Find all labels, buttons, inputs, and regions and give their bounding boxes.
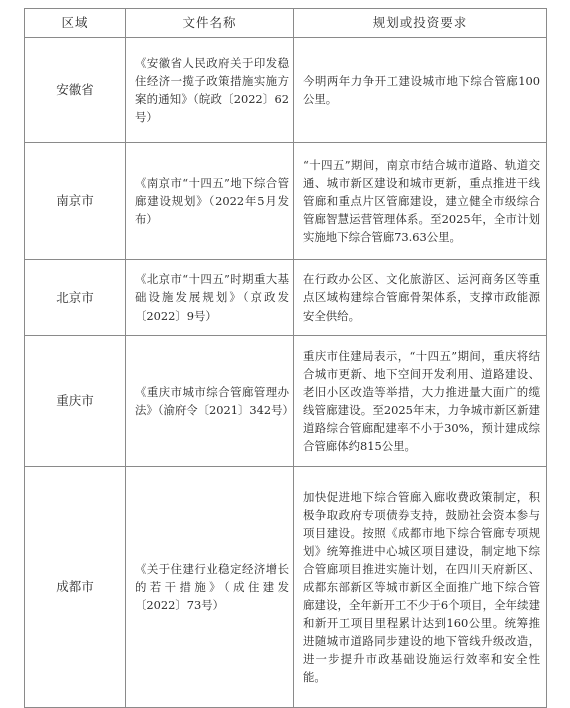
- file-cell: [126, 143, 294, 260]
- table-body: [25, 38, 547, 708]
- requirement-text: 重庆市住建局表示，“十四五”期间，重庆将结合城市更新、地下空间开发利用、道路建设、老旧小区改造等举措，大力推进量大面广的缆线管廊建设。至2025年末，力争城市新区新建道路综合管廊配建率不小于30%，预计建成综合管廊体约815公里。: [303, 348, 540, 454]
- file-text: 《重庆市城市综合管廊管理办法》（渝府令〔2021〕342号）: [135, 384, 294, 417]
- table-row: [25, 38, 547, 143]
- requirement-cell: [294, 336, 547, 467]
- requirement-cell: [294, 467, 547, 708]
- table-row: [25, 260, 547, 336]
- file-cell: [126, 467, 294, 708]
- file-text: 《关于住建行业稳定经济增长的若干措施》（成住建发〔2022〕73号）: [135, 561, 289, 612]
- requirement-text: 在行政办公区、文化旅游区、运河商务区等重点区域构建综合管廊骨架体系，支撑市政能源安全供给。: [303, 272, 540, 323]
- region-cell: 南京市: [25, 143, 126, 260]
- region-cell: 成都市: [25, 467, 126, 708]
- policy-table: [24, 8, 547, 708]
- region-cell: 安徽省: [25, 38, 126, 143]
- region-cell: 重庆市: [25, 336, 126, 467]
- table-header: [25, 9, 547, 38]
- header-region: 区域: [25, 9, 126, 38]
- requirement-text: “十四五”期间，南京市结合城市道路、轨道交通、城市新区建设和城市更新，重点推进干线管廊和重点片区管廊建设，建立健全市级综合管廊智慧运营管理体系。至2025年，全市计划实施地下综合管廊73.63公里。: [303, 157, 540, 245]
- file-cell: [126, 336, 294, 467]
- requirement-cell: [294, 38, 547, 143]
- requirement-text: 今明两年力争开工建设城市地下综合管廊100公里。: [303, 73, 540, 106]
- file-text: 《安徽省人民政府关于印发稳住经济一揽子政策措施实施方案的通知》（皖政〔2022〕62号）: [135, 55, 289, 125]
- file-text: 《南京市“十四五”地下综合管廊建设规划》（2022年5月发布）: [135, 175, 289, 226]
- table-row: [25, 143, 547, 260]
- table-row: [25, 336, 547, 467]
- header-requirement: 规划或投资要求: [294, 9, 547, 38]
- requirement-text: 加快促进地下综合管廊入廊收费政策制定，积极争取政府专项债券支持，鼓励社会资本参与项目建设。按照《成都市地下综合管廊专项规划》统筹推进中心城区项目建设，制定地下综合管廊项目推进实施计划，在四川天府新区、成都东部新区等城市新区全面推广地下综合管廊建设，全年新开工不少于6个项目，全年续建和新开工项目里程累计达到160公里。统筹推进随城市道路同步建设的地下管线升级改造，进一步提升市政基础设施运行效率和安全性能。: [303, 489, 540, 685]
- file-cell: [126, 260, 294, 336]
- region-cell: 北京市: [25, 260, 126, 336]
- file-cell: [126, 38, 294, 143]
- header-row: [25, 9, 547, 38]
- table-row: [25, 467, 547, 708]
- file-text: 《北京市“十四五”时期重大基础设施发展规划》（京政发〔2022〕9号）: [135, 272, 289, 323]
- requirement-cell: [294, 143, 547, 260]
- header-file-name: 文件名称: [126, 9, 294, 38]
- requirement-cell: [294, 260, 547, 336]
